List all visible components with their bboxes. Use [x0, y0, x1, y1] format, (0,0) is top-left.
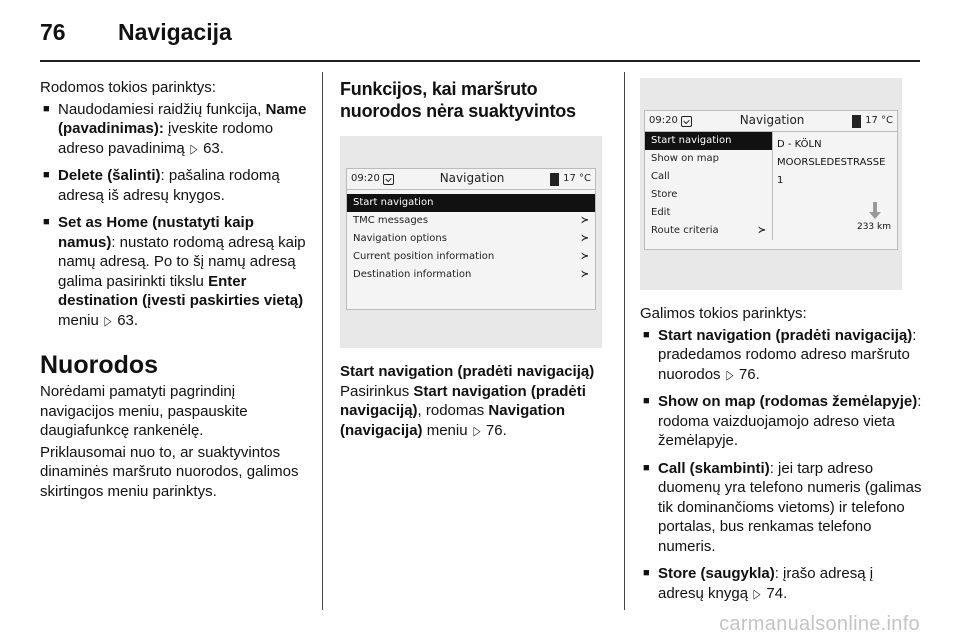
watermark: carmanualsonline.info	[719, 613, 920, 635]
menu-item-label: Navigation options	[353, 233, 447, 245]
page-ref[interactable]: 76.	[485, 421, 507, 439]
menu-item-label: Store	[651, 189, 678, 201]
screen-menu	[347, 189, 595, 284]
chevron-right-icon: ≻	[580, 251, 589, 263]
list-item	[40, 213, 312, 330]
menu-item-label: Current position information	[353, 251, 495, 263]
header-rule	[40, 60, 920, 62]
column-left	[40, 78, 312, 503]
item-term: Show on map (rodomas žemėlapyje)	[658, 393, 918, 410]
page-ref-icon: ▷	[726, 366, 734, 382]
distance-readout: 233 km	[856, 222, 891, 232]
menu-item[interactable]	[347, 230, 595, 248]
intro-text: Rodomos tokios parinktys:	[40, 79, 216, 96]
menu-item[interactable]	[347, 266, 595, 284]
thermometer-icon	[852, 115, 861, 128]
menu-item-label: Route criteria	[651, 225, 719, 237]
item-term: Name (pavadinimas):	[58, 100, 307, 137]
menu-item[interactable]	[645, 150, 772, 168]
page-ref-icon: ▷	[753, 585, 761, 601]
clock-time: 09:20	[649, 115, 678, 127]
menu-item[interactable]	[645, 204, 772, 222]
item-text: : pradedamos rodomo adreso maršruto nuorodos	[658, 326, 917, 383]
screen-title: Navigation	[739, 113, 805, 128]
address-line: MOORSLEDESTRASSE	[777, 157, 886, 168]
menu-item-label: Destination information	[353, 269, 472, 281]
item-text: : rodoma vaizduojamojo adreso vieta žemėlapyje.	[658, 393, 922, 449]
item-term: Call (skambinti)	[658, 459, 770, 477]
page-ref[interactable]: 63.	[117, 311, 139, 329]
menu-item-label: Start navigation	[353, 197, 434, 209]
menu-item[interactable]	[645, 186, 772, 204]
item-text: : nustato rodomą adresą kaip namų adresą. Po to šį namų adresą galima pasirinkti tikslu	[58, 233, 306, 290]
address-panel	[773, 132, 897, 240]
page-ref[interactable]: 63.	[203, 139, 224, 157]
item-term: Set as Home (nustatyti kaip namus)	[58, 214, 254, 251]
body-text	[340, 382, 610, 441]
page-ref-icon: ▷	[190, 140, 198, 156]
screen-status-bar	[645, 111, 897, 131]
screenshot-figure	[640, 78, 902, 290]
column-right	[640, 78, 922, 611]
menu-item[interactable]	[645, 132, 772, 150]
chevron-right-icon: ≻	[580, 215, 589, 227]
list-item	[640, 459, 922, 557]
page-title: Navigacija	[118, 18, 232, 45]
menu-item[interactable]	[347, 248, 595, 266]
column-middle	[340, 78, 610, 442]
column-divider-2	[624, 72, 625, 610]
menu-item[interactable]	[645, 168, 772, 186]
check-icon	[681, 116, 692, 127]
check-icon	[383, 174, 394, 185]
item-term: Delete (šalinti)	[58, 167, 161, 184]
address-line: 1	[777, 175, 784, 186]
text: , rodomas	[417, 402, 489, 419]
page-number: 76	[40, 18, 66, 45]
screen-status-bar	[347, 169, 595, 189]
item-text: įveskite rodomo adreso pavadinimą	[58, 120, 274, 157]
temperature: 17 °C	[563, 173, 591, 185]
list-item	[40, 166, 312, 205]
item-text: : jei tarp adreso duomenų yra telefono numeris (galimas tik dominančioms vietoms) ir telefono portalas, bus renkamas telefono numeris.	[658, 459, 922, 555]
chevron-right-icon: ≻	[580, 269, 589, 281]
list-item	[640, 326, 922, 385]
page-header	[40, 16, 232, 48]
item-text: Naudodamiesi raidžių funkcija,	[58, 100, 266, 118]
item-text: meniu	[58, 311, 104, 329]
clock-time: 09:20	[351, 173, 380, 185]
body-text: Priklausomai nuo to, ar suaktyvintos dinaminės maršruto nuorodos, galimos skirtingos meniu parinktys.	[40, 443, 299, 500]
menu-item[interactable]	[645, 222, 772, 240]
menu-item-label: Show on map	[651, 153, 720, 165]
intro-text: Galimos tokios parinktys:	[640, 305, 807, 322]
subsection-heading: Funkcijos, kai maršruto nuorodos nėra suaktyvintos	[340, 79, 576, 121]
column-divider-1	[322, 72, 323, 610]
section-heading: Nuorodos	[40, 351, 159, 379]
item-term: Store (saugykla)	[658, 565, 775, 582]
page-ref-icon: ▷	[104, 312, 112, 328]
term: Navigation (navigacija)	[340, 402, 566, 439]
chevron-right-icon: ≻	[580, 233, 589, 245]
menu-item[interactable]	[347, 212, 595, 230]
item-text: : pašalina rodomą adresą iš adresų knygos.	[58, 167, 280, 204]
options-list	[40, 100, 312, 331]
text: Pasirinkus	[340, 382, 414, 400]
chevron-right-icon: ≻	[757, 225, 766, 237]
item-term: Start navigation (pradėti navigaciją)	[658, 326, 913, 344]
item-term: Enter destination (įvesti paskirties vietą)	[58, 272, 304, 309]
screen-body	[645, 131, 897, 240]
menu-item-label: Call	[651, 171, 670, 183]
term: Start navigation (pradėti navigaciją)	[340, 382, 586, 419]
body-text: Norėdami pamatyti pagrindinį navigacijos meniu, paspauskite daugiafunkcę rankenėlę.	[40, 383, 248, 439]
menu-item[interactable]	[347, 194, 595, 212]
list-item	[640, 392, 922, 451]
item-text: : įrašo adresą į adresų knygą	[658, 565, 874, 602]
page-ref[interactable]: 76.	[738, 365, 760, 383]
page-ref[interactable]: 74.	[766, 584, 788, 602]
screen-menu	[645, 132, 773, 240]
thermometer-icon	[550, 173, 559, 186]
menu-item-label: Start navigation	[651, 135, 732, 147]
options-list	[640, 326, 922, 604]
nav-screen	[644, 110, 898, 250]
menu-item-label: Edit	[651, 207, 671, 219]
text: meniu	[422, 421, 472, 439]
screen-title: Navigation	[439, 171, 505, 186]
temperature: 17 °C	[865, 115, 893, 127]
list-item	[40, 100, 312, 159]
nav-screen	[346, 168, 596, 310]
page-ref-icon: ▷	[473, 422, 481, 438]
subsection-heading: Start navigation (pradėti navigaciją)	[340, 363, 595, 380]
menu-item-label: TMC messages	[353, 215, 429, 227]
list-item	[640, 564, 922, 603]
address-line: D - KÖLN	[777, 139, 822, 150]
screenshot-figure	[340, 136, 602, 348]
